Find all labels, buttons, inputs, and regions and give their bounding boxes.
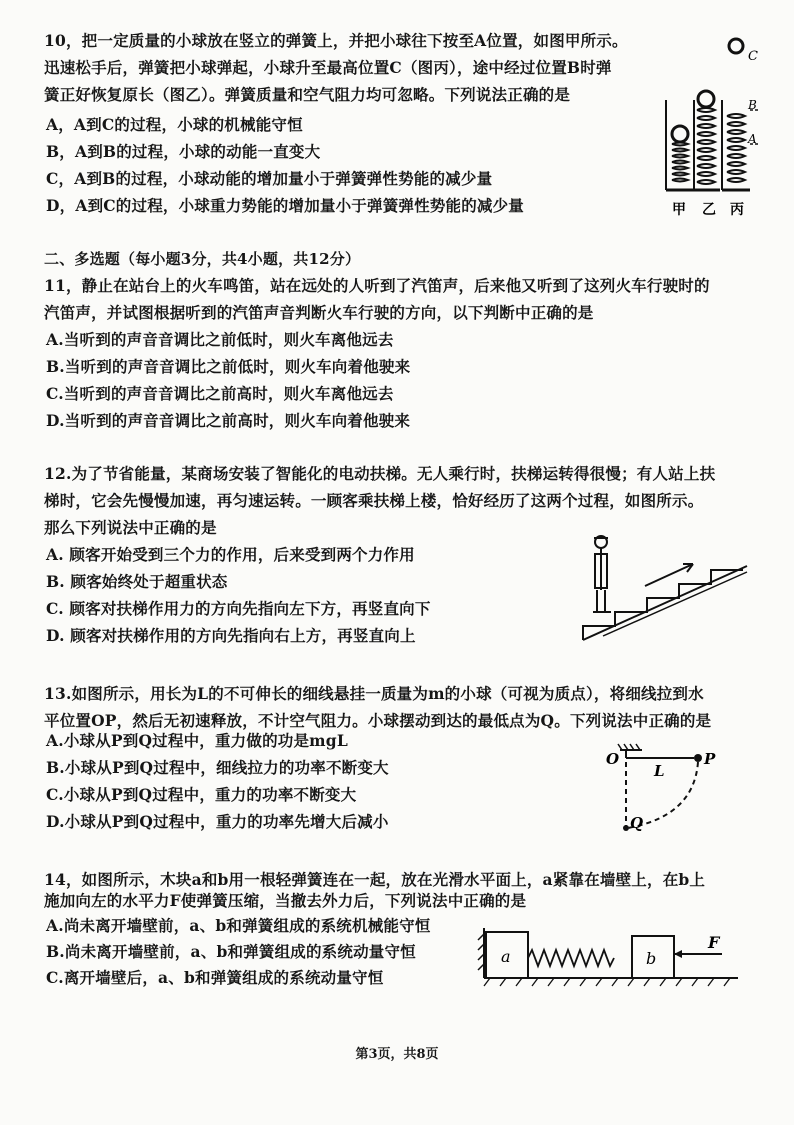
q13-stem-line-1: 13.如图所示，用长为L的不可伸长的细线悬挂一质量为m的小球（可视为质点），将细线拉到水 <box>44 684 704 703</box>
page-number: 第3页，共8页 <box>355 1047 439 1062</box>
q14-stem-line-2: 施加向左的水平力F使弹簧压缩，当撤去外力后，下列说法中正确的是 <box>44 891 527 910</box>
q10-option-c: C，A到B的过程，小球动能的增加量小于弹簧弹性势能的减少量 <box>46 169 493 188</box>
q13-label-l: L <box>654 762 665 780</box>
q10-label-c: C <box>748 49 758 64</box>
q14-label-f: F <box>708 933 720 952</box>
q11-stem-line-2: 汽笛声，并试图根据听到的汽笛声音判断火车行驶的方向，以下判断中正确的是 <box>44 303 594 322</box>
q13-option-d: D.小球从P到Q过程中，重力的功率先增大后减小 <box>46 812 389 831</box>
q14-option-b: B.尚未离开墙壁前，a、b和弹簧组成的系统动量守恒 <box>46 942 416 961</box>
q11-option-b: B.当听到的声音音调比之前低时，则火车向着他驶来 <box>46 357 411 376</box>
q10-label-b: B <box>748 98 757 112</box>
q10-label-a: A <box>748 132 757 146</box>
q14-stem-line-1: 14，如图所示，木块a和b用一根轻弹簧连在一起，放在光滑水平面上，a紧靠在墙壁上，在b上 <box>44 870 706 889</box>
q11-option-c: C.当听到的声音音调比之前高时，则火车离他远去 <box>46 384 394 403</box>
q13-label-o: O <box>606 750 620 768</box>
q10-stem-line-2: 迅速松手后，弹簧把小球弹起，小球升至最高位置C（图丙），途中经过位置B时弹 <box>44 58 612 77</box>
q13-option-a: A.小球从P到Q过程中，重力做的功是mgL <box>46 731 348 750</box>
q12-option-b: B. 顾客始终处于超重状态 <box>46 572 228 591</box>
q12-option-c: C. 顾客对扶梯作用力的方向先指向左下方，再竖直向下 <box>46 599 431 618</box>
q12-option-d: D. 顾客对扶梯作用的方向先指向右上方，再竖直向上 <box>46 626 416 645</box>
q13-pendulum-figure <box>598 742 728 837</box>
q10-option-b: B，A到B的过程，小球的动能一直变大 <box>46 142 321 161</box>
q10-label-jia: 甲 <box>672 202 686 218</box>
q11-stem-line-1: 11，静止在站台上的火车鸣笛，站在远处的人听到了汽笛声，后来他又听到了这列火车行驶时的 <box>44 276 710 295</box>
q12-option-a: A. 顾客开始受到三个力的作用，后来受到两个力作用 <box>46 545 415 564</box>
q10-option-a: A，A到C的过程，小球的机械能守恒 <box>46 115 303 134</box>
q14-label-b: b <box>646 949 657 968</box>
q13-stem-line-2: 平位置OP，然后无初速释放，不计空气阻力。小球摆动到达的最低点为Q。下列说法中正确的是 <box>44 711 712 730</box>
q10-label-yi: 乙 <box>702 202 716 218</box>
q12-stem-line-2: 梯时，它会先慢慢加速，再匀速运转。一顾客乘扶梯上楼，恰好经历了这两个过程，如图所示。 <box>44 491 704 510</box>
q10-spring-figure <box>650 30 780 230</box>
q12-stem-line-1: 12.为了节省能量，某商场安装了智能化的电动扶梯。无人乘行时，扶梯运转得很慢；有人站上扶 <box>44 464 716 483</box>
q12-stem-line-3: 那么下列说法中正确的是 <box>44 518 217 537</box>
q10-option-d: D，A到C的过程，小球重力势能的增加量小于弹簧弹性势能的减少量 <box>46 196 525 215</box>
q13-label-p: P <box>704 750 716 768</box>
q13-option-c: C.小球从P到Q过程中，重力的功率不断变大 <box>46 785 357 804</box>
q11-option-a: A.当听到的声音音调比之前低时，则火车离他远去 <box>46 330 394 349</box>
q14-option-c: C.离开墙壁后，a、b和弹簧组成的系统动量守恒 <box>46 968 384 987</box>
q14-label-a: a <box>501 947 511 966</box>
q10-label-bing: 丙 <box>730 202 744 218</box>
q10-stem-line-3: 簧正好恢复原长（图乙）。弹簧质量和空气阻力均可忽略。下列说法正确的是 <box>44 85 571 104</box>
q10-stem-line-1: 10，把一定质量的小球放在竖立的弹簧上，并把小球往下按至A位置，如图甲所示。 <box>44 31 628 50</box>
q11-option-d: D.当听到的声音音调比之前高时，则火车向着他驶来 <box>46 411 411 430</box>
q14-spring-blocks-figure <box>476 922 746 992</box>
q14-option-a: A.尚未离开墙壁前，a、b和弹簧组成的系统机械能守恒 <box>46 916 431 935</box>
q13-option-b: B.小球从P到Q过程中，细线拉力的功率不断变大 <box>46 758 389 777</box>
q13-label-q: Q <box>630 814 644 832</box>
q12-escalator-figure <box>575 530 750 645</box>
section-2-title: 二、多选题（每小题3分，共4小题，共12分） <box>44 250 361 268</box>
